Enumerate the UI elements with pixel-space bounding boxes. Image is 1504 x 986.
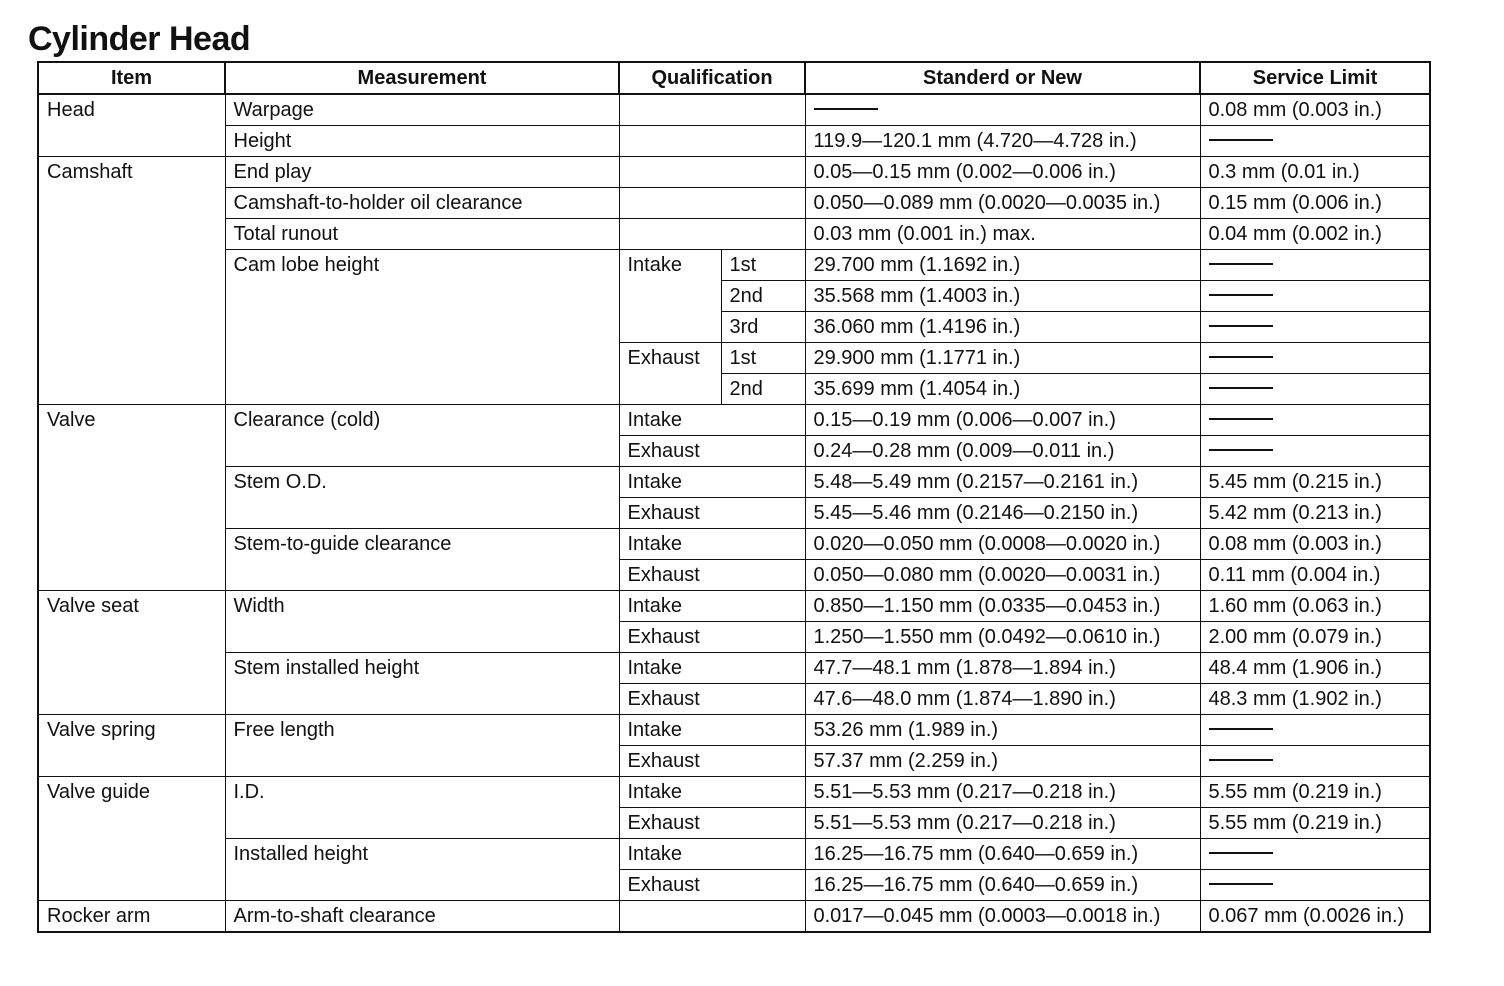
limit-cell: 1.60 mm (0.063 in.) — [1200, 591, 1430, 622]
standard-cell: 35.699 mm (1.4054 in.) — [805, 374, 1200, 405]
limit-cell — [1200, 870, 1430, 901]
table-row — [38, 250, 1430, 281]
limit-cell: 48.3 mm (1.902 in.) — [1200, 684, 1430, 715]
lobe-cell: 1st — [721, 250, 805, 281]
table-row — [38, 839, 1430, 870]
limit-cell — [1200, 715, 1430, 746]
lobe-cell: 2nd — [721, 374, 805, 405]
limit-cell — [1200, 343, 1430, 374]
limit-cell — [1200, 746, 1430, 777]
measurement-cell: Cam lobe height — [225, 250, 619, 405]
dash-mark — [1209, 263, 1273, 265]
standard-cell: 16.25—16.75 mm (0.640—0.659 in.) — [805, 839, 1200, 870]
measurement-cell: Warpage — [225, 94, 619, 126]
standard-cell: 57.37 mm (2.259 in.) — [805, 746, 1200, 777]
dash-mark — [1209, 325, 1273, 327]
qualification-cell: Exhaust — [619, 436, 805, 467]
standard-cell: 0.017—0.045 mm (0.0003—0.0018 in.) — [805, 901, 1200, 933]
qualification-cell — [619, 188, 805, 219]
dash-mark — [1209, 356, 1273, 358]
qualification-cell: Exhaust — [619, 808, 805, 839]
item-cell: Valve guide — [38, 777, 225, 901]
item-cell: Head — [38, 94, 225, 157]
measurement-cell: Clearance (cold) — [225, 405, 619, 467]
limit-cell: 5.45 mm (0.215 in.) — [1200, 467, 1430, 498]
standard-cell: 5.51—5.53 mm (0.217—0.218 in.) — [805, 777, 1200, 808]
header-service-limit: Service Limit — [1200, 62, 1430, 94]
limit-cell — [1200, 374, 1430, 405]
table-row — [38, 591, 1430, 622]
qualification-cell: Intake — [619, 250, 721, 343]
qualification-cell: Intake — [619, 777, 805, 808]
limit-cell: 0.3 mm (0.01 in.) — [1200, 157, 1430, 188]
standard-cell: 0.050—0.089 mm (0.0020—0.0035 in.) — [805, 188, 1200, 219]
standard-cell: 47.7—48.1 mm (1.878—1.894 in.) — [805, 653, 1200, 684]
header-row — [38, 62, 1430, 94]
measurement-cell: Camshaft-to-holder oil clearance — [225, 188, 619, 219]
qualification-cell: Intake — [619, 839, 805, 870]
standard-cell: 0.03 mm (0.001 in.) max. — [805, 219, 1200, 250]
standard-cell: 53.26 mm (1.989 in.) — [805, 715, 1200, 746]
limit-cell: 0.08 mm (0.003 in.) — [1200, 529, 1430, 560]
limit-cell — [1200, 405, 1430, 436]
table-row — [38, 219, 1430, 250]
dash-mark — [1209, 387, 1273, 389]
standard-cell: 1.250—1.550 mm (0.0492—0.0610 in.) — [805, 622, 1200, 653]
table-row — [38, 777, 1430, 808]
standard-cell: 0.050—0.080 mm (0.0020—0.0031 in.) — [805, 560, 1200, 591]
measurement-cell: Total runout — [225, 219, 619, 250]
item-cell: Rocker arm — [38, 901, 225, 933]
limit-cell: 0.15 mm (0.006 in.) — [1200, 188, 1430, 219]
standard-cell: 0.850—1.150 mm (0.0335—0.0453 in.) — [805, 591, 1200, 622]
header-standard: Standerd or New — [805, 62, 1200, 94]
measurement-cell: Stem installed height — [225, 653, 619, 715]
limit-cell: 0.04 mm (0.002 in.) — [1200, 219, 1430, 250]
qualification-cell: Intake — [619, 591, 805, 622]
table-row — [38, 405, 1430, 436]
standard-cell: 0.24—0.28 mm (0.009—0.011 in.) — [805, 436, 1200, 467]
standard-cell: 29.900 mm (1.1771 in.) — [805, 343, 1200, 374]
page-title: Cylinder Head — [28, 20, 251, 58]
dash-mark — [1209, 418, 1273, 420]
spec-table — [37, 61, 1431, 933]
measurement-cell: Stem O.D. — [225, 467, 619, 529]
measurement-cell: Stem-to-guide clearance — [225, 529, 619, 591]
standard-cell: 36.060 mm (1.4196 in.) — [805, 312, 1200, 343]
standard-cell: 0.020—0.050 mm (0.0008—0.0020 in.) — [805, 529, 1200, 560]
qualification-cell: Intake — [619, 405, 805, 436]
table-row — [38, 467, 1430, 498]
item-cell: Camshaft — [38, 157, 225, 405]
qualification-cell — [619, 126, 805, 157]
dash-mark — [1209, 449, 1273, 451]
limit-cell: 0.08 mm (0.003 in.) — [1200, 94, 1430, 126]
limit-cell — [1200, 250, 1430, 281]
limit-cell — [1200, 281, 1430, 312]
qualification-cell: Exhaust — [619, 343, 721, 405]
limit-cell — [1200, 839, 1430, 870]
measurement-cell: Height — [225, 126, 619, 157]
limit-cell: 0.067 mm (0.0026 in.) — [1200, 901, 1430, 933]
dash-mark — [814, 108, 878, 110]
qualification-cell: Intake — [619, 715, 805, 746]
limit-cell: 5.42 mm (0.213 in.) — [1200, 498, 1430, 529]
lobe-cell: 2nd — [721, 281, 805, 312]
measurement-cell: End play — [225, 157, 619, 188]
table-row — [38, 529, 1430, 560]
limit-cell: 5.55 mm (0.219 in.) — [1200, 777, 1430, 808]
limit-cell — [1200, 126, 1430, 157]
item-cell: Valve seat — [38, 591, 225, 715]
qualification-cell — [619, 219, 805, 250]
lobe-cell: 3rd — [721, 312, 805, 343]
item-cell: Valve spring — [38, 715, 225, 777]
qualification-cell: Exhaust — [619, 560, 805, 591]
qualification-cell — [619, 157, 805, 188]
standard-cell: 16.25—16.75 mm (0.640—0.659 in.) — [805, 870, 1200, 901]
standard-cell: 0.05—0.15 mm (0.002—0.006 in.) — [805, 157, 1200, 188]
qualification-cell: Intake — [619, 653, 805, 684]
dash-mark — [1209, 728, 1273, 730]
standard-cell: 47.6—48.0 mm (1.874—1.890 in.) — [805, 684, 1200, 715]
qualification-cell: Exhaust — [619, 870, 805, 901]
standard-cell: 119.9—120.1 mm (4.720—4.728 in.) — [805, 126, 1200, 157]
qualification-cell: Exhaust — [619, 746, 805, 777]
standard-cell: 5.51—5.53 mm (0.217—0.218 in.) — [805, 808, 1200, 839]
qualification-cell: Exhaust — [619, 622, 805, 653]
item-cell: Valve — [38, 405, 225, 591]
qualification-cell: Exhaust — [619, 684, 805, 715]
limit-cell: 0.11 mm (0.004 in.) — [1200, 560, 1430, 591]
table-row — [38, 126, 1430, 157]
qualification-cell: Intake — [619, 467, 805, 498]
standard-cell: 5.45—5.46 mm (0.2146—0.2150 in.) — [805, 498, 1200, 529]
limit-cell — [1200, 436, 1430, 467]
qualification-cell: Intake — [619, 529, 805, 560]
dash-mark — [1209, 139, 1273, 141]
header-measurement: Measurement — [225, 62, 619, 94]
measurement-cell: Free length — [225, 715, 619, 777]
table-row — [38, 653, 1430, 684]
qualification-cell: Exhaust — [619, 498, 805, 529]
limit-cell: 2.00 mm (0.079 in.) — [1200, 622, 1430, 653]
standard-cell: 35.568 mm (1.4003 in.) — [805, 281, 1200, 312]
limit-cell: 48.4 mm (1.906 in.) — [1200, 653, 1430, 684]
standard-cell: 0.15—0.19 mm (0.006—0.007 in.) — [805, 405, 1200, 436]
table-row — [38, 157, 1430, 188]
lobe-cell: 1st — [721, 343, 805, 374]
header-item: Item — [38, 62, 225, 94]
measurement-cell: Arm-to-shaft clearance — [225, 901, 619, 933]
standard-cell: 5.48—5.49 mm (0.2157—0.2161 in.) — [805, 467, 1200, 498]
measurement-cell: Width — [225, 591, 619, 653]
dash-mark — [1209, 294, 1273, 296]
dash-mark — [1209, 883, 1273, 885]
standard-cell — [805, 94, 1200, 126]
dash-mark — [1209, 759, 1273, 761]
measurement-cell: Installed height — [225, 839, 619, 901]
dash-mark — [1209, 852, 1273, 854]
table-row — [38, 715, 1430, 746]
limit-cell — [1200, 312, 1430, 343]
table-row — [38, 94, 1430, 126]
measurement-cell: I.D. — [225, 777, 619, 839]
header-qualification: Qualification — [619, 62, 805, 94]
standard-cell: 29.700 mm (1.1692 in.) — [805, 250, 1200, 281]
qualification-cell — [619, 901, 805, 933]
table-row — [38, 901, 1430, 933]
table-row — [38, 188, 1430, 219]
limit-cell: 5.55 mm (0.219 in.) — [1200, 808, 1430, 839]
qualification-cell — [619, 94, 805, 126]
